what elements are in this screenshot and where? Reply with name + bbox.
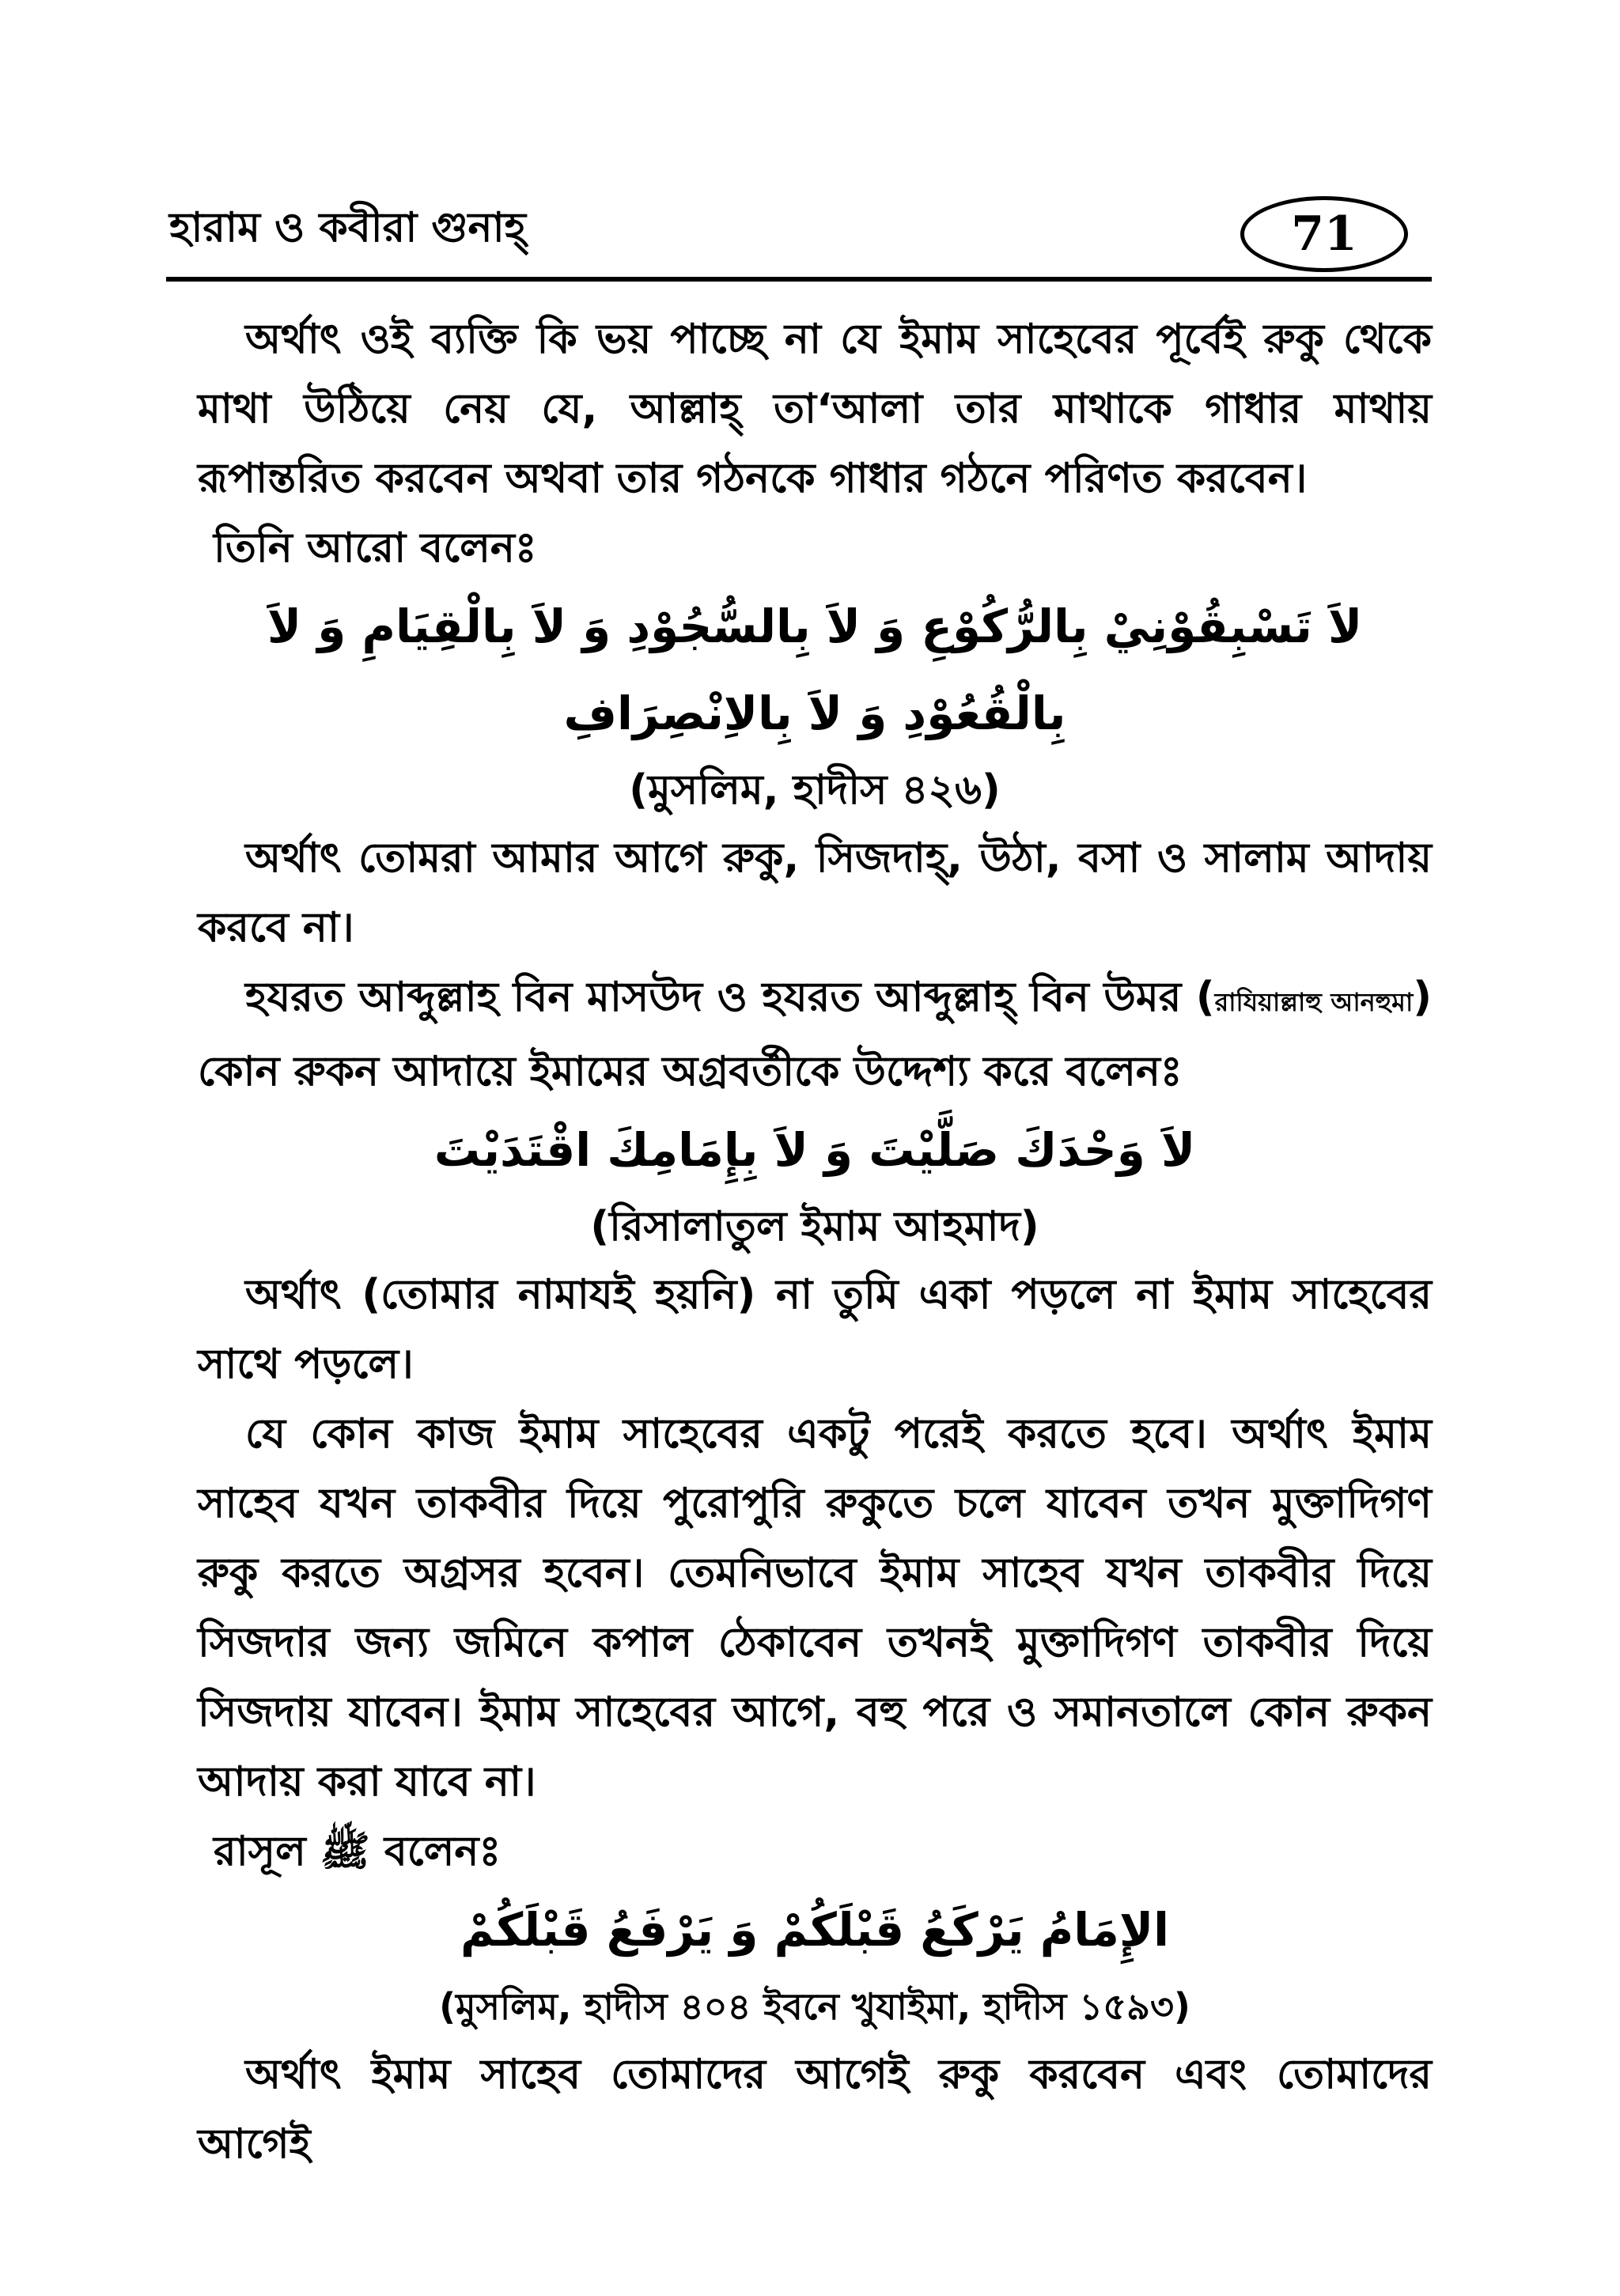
paragraph-1: অর্থাৎ ওই ব্যক্তি কি ভয় পাচ্ছে না যে ইমাম সাহেবের পূর্বেই রুকু থেকে মাথা উঠিয়ে নেয় যে, আল্লাহ্ তা‘আলা তার মাথাকে গাধার মাথায় রূপান্তরিত করবেন অথবা তার গঠনকে গাধার গঠনে পরিণত করবেন। — [198, 316, 1432, 502]
header-divider — [166, 277, 1432, 282]
paragraph-4 — [198, 963, 1432, 1106]
arabic-quote-3: الإِمَامُ يَرْكَعُ قَبْلَكُمْ وَ يَرْفَعُ قَبْلَكُمْ — [460, 1903, 1170, 1957]
paragraph-7: রাসূল ﷺ বলেনঃ — [214, 1828, 502, 1875]
page-number — [1240, 196, 1408, 272]
paragraph-6: যে কোন কাজ ইমাম সাহেবের একটু পরেই করতে হবে। অর্থাৎ ইমাম সাহেব যখন তাকবীর দিয়ে পুরোপুরি রুকুতে চলে যাবেন তখন মুক্তাদিগণ রুকু করতে অগ্রসর হবেন। তেমনিভাবে ইমাম সাহেব যখন তাকবীর দিয়ে সিজদার জন্য জমিনে কপাল ঠেকাবেন তখনই মুক্তাদিগণ তাকবীর দিয়ে সিজদায় যাবেন। ইমাম সাহেবের আগে, বহু পরে ও সমানতালে কোন রুকন আদায় করা যাবে না। — [198, 1410, 1432, 1806]
paragraph-2: তিনি আরো বলেনঃ — [214, 524, 537, 572]
paragraph-4-rest: ) কোন রুকন আদায়ে ইমামের অগ্রবর্তীকে উদ্দেশ্য করে বলেনঃ — [198, 974, 1432, 1095]
citation-3: (মুসলিম, হাদীস ৪০৪ ইবনে খুযাইমা, হাদীস ১৫৯৩) — [439, 1985, 1190, 2028]
paragraph-5: অর্থাৎ (তোমার নামাযই হয়নি) না তুমি একা পড়লে না ইমাম সাহেবের সাথে পড়লে। — [198, 1271, 1432, 1388]
paragraph-4-main: হযরত আব্দুল্লাহ বিন মাসউদ ও হযরত আব্দুল্লাহ্ বিন উমর ( — [245, 974, 1215, 1021]
page-number-text: 71 — [1291, 206, 1357, 262]
arabic-quote-1: لاَ تَسْبِقُوْنِيْ بِالرُّكُوْعِ وَ لاَ بِالسُّجُوْدِ وَ لاَ بِالْقِيَامِ وَ لاَ بِالْقُعُوْدِ وَ لاَ بِالاِنْصِرَافِ — [267, 600, 1363, 740]
arabic-quote-2: لاَ وَحْدَكَ صَلَّيْتَ وَ لاَ بِإِمَامِكَ اقْتَدَيْتَ — [433, 1123, 1196, 1177]
honorific-small: রাযিয়াল্লাহু আনহুমা — [1214, 987, 1414, 1017]
page-body — [198, 304, 1432, 2179]
running-header-title: হারাম ও কবীরা গুনাহ্ — [169, 204, 526, 252]
paragraph-8: অর্থাৎ ইমাম সাহেব তোমাদের আগেই রুকু করবেন এবং তোমাদের আগেই — [198, 2051, 1432, 2168]
paragraph-3: অর্থাৎ তোমরা আমার আগে রুকু, সিজদাহ্, উঠা, বসা ও সালাম আদায় করবে না। — [198, 834, 1432, 951]
citation-1: (মুসলিম, হাদীস ৪২৬) — [629, 766, 1001, 814]
citation-2: (রিসালাতুল ইমাম আহমাদ) — [590, 1203, 1039, 1250]
